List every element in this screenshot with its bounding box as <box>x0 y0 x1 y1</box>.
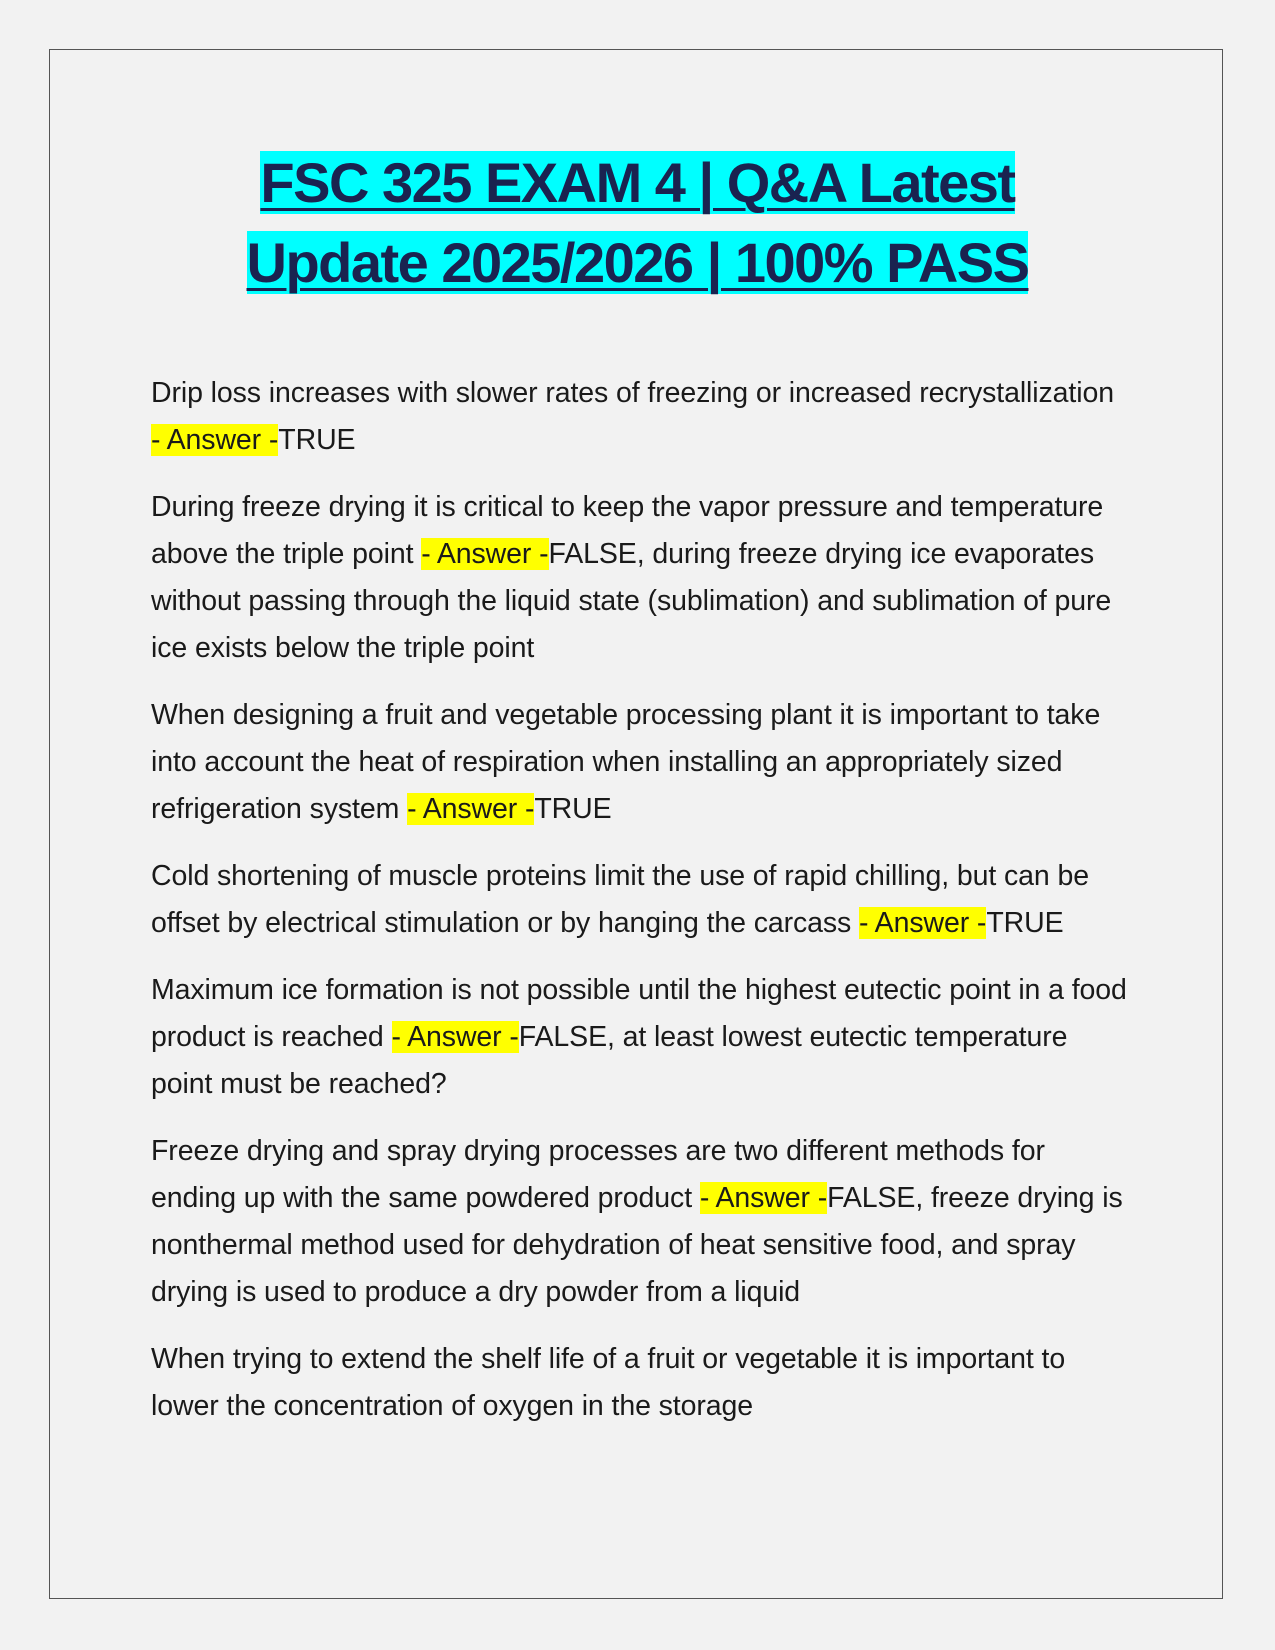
qa-item <box>151 692 1131 833</box>
question-text: Drip loss increases with slower rates of freezing or increased recrystallization <box>151 377 1114 409</box>
answer-marker: - Answer - <box>407 793 535 825</box>
question-text: During freeze drying it is critical to keep the vapor pressure and temperature above the triple point <box>151 491 1104 570</box>
answer-text: FALSE, freeze drying is nonthermal method used for dehydration of heat sensitive food, and spray drying is used to produce a dry powder from a liquid <box>151 1182 1123 1308</box>
answer-text: FALSE, during freeze drying ice evaporates without passing through the liquid state (sublimation) and sublimation of pure ice exists below the triple point <box>151 538 1112 664</box>
qa-item <box>151 1128 1131 1316</box>
qa-list <box>151 370 1131 1450</box>
answer-text: FALSE, at least lowest eutectic temperature point must be reached? <box>151 1021 1068 1100</box>
qa-item <box>151 1336 1131 1430</box>
answer-text: TRUE <box>986 907 1064 939</box>
title-line-2: Update 2025/2026 | 100% PASS <box>246 231 1029 294</box>
answer-marker: - Answer - <box>151 424 279 456</box>
document-title <box>100 143 1175 303</box>
title-line-1: FSC 325 EXAM 4 | Q&A Latest <box>260 151 1015 214</box>
answer-marker: - Answer - <box>391 1021 519 1053</box>
question-text: Freeze drying and spray drying processes are two different methods for ending up with the same powdered product <box>151 1135 1045 1214</box>
answer-marker: - Answer - <box>859 907 987 939</box>
question-text: When trying to extend the shelf life of a fruit or vegetable it is important to lower the concentration of oxygen in the storage <box>151 1343 1066 1422</box>
answer-text: TRUE <box>278 424 356 456</box>
question-text: Maximum ice formation is not possible until the highest eutectic point in a food product is reached <box>151 974 1127 1053</box>
qa-item <box>151 853 1131 947</box>
qa-item <box>151 484 1131 672</box>
qa-item <box>151 370 1131 464</box>
answer-marker: - Answer - <box>421 538 549 570</box>
answer-text: TRUE <box>534 793 612 825</box>
qa-item <box>151 967 1131 1108</box>
answer-marker: - Answer - <box>699 1182 828 1214</box>
question-text: When designing a fruit and vegetable processing plant it is important to take into account the heat of respiration when installing an appropriately sized refrigeration system <box>151 699 1101 825</box>
question-text: Cold shortening of muscle proteins limit the use of rapid chilling, but can be offset by electrical stimulation or by hanging the carcass <box>151 860 1089 939</box>
